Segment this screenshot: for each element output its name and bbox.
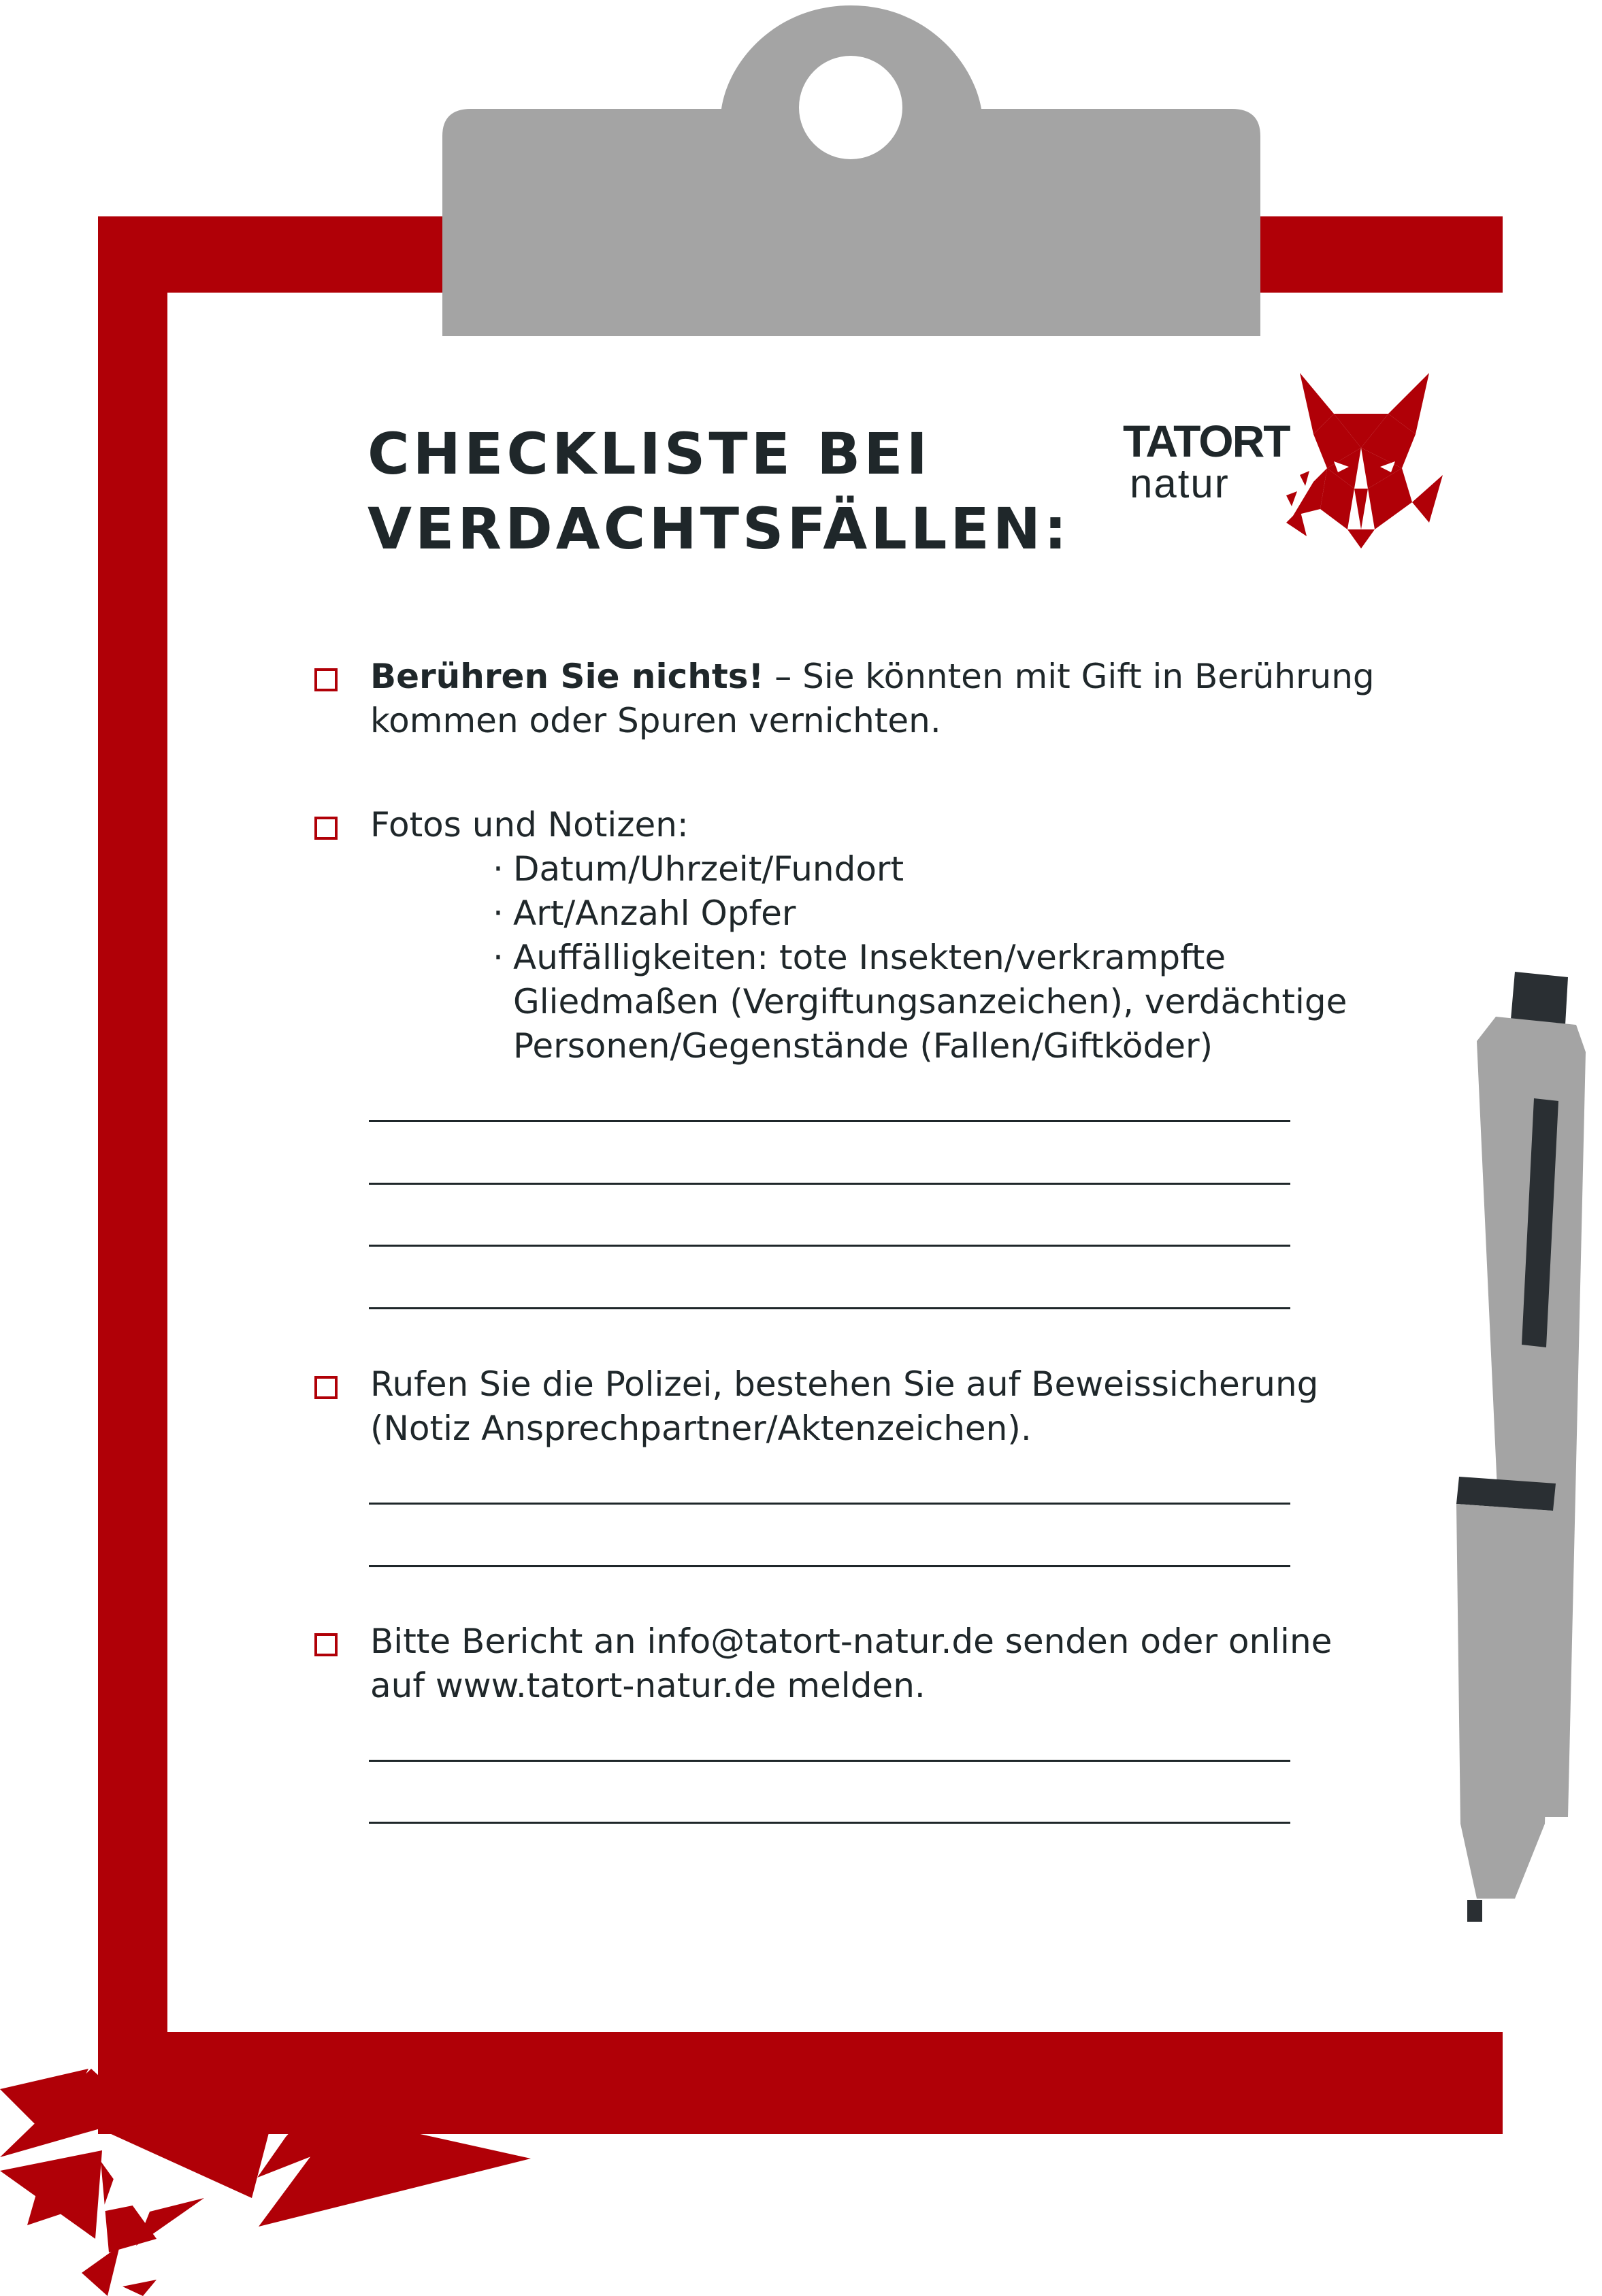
item-1-text	[370, 655, 1377, 743]
note-line[interactable]	[369, 1307, 1290, 1309]
note-line[interactable]	[369, 1183, 1290, 1185]
item-1-body: – Sie könnten mit Gift in Berührung kommen oder Spuren vernichten.	[370, 657, 1375, 740]
page-title	[367, 416, 1116, 566]
tatort-natur-logo	[1116, 373, 1443, 550]
checkbox-4[interactable]	[314, 1633, 338, 1656]
item-2-bullets	[493, 847, 1377, 1068]
bullet-text: Art/Anzahl Opfer	[513, 893, 796, 933]
item-4-text: Bitte Bericht an info@tatort-natur.de senden oder online auf www.tatort-natur.de melden.	[370, 1622, 1333, 1705]
item-1-bold: Berühren Sie nichts!	[370, 657, 764, 696]
bullet-dot: ·	[493, 893, 504, 933]
logo-text-natur: natur	[1130, 461, 1230, 506]
note-line[interactable]	[369, 1503, 1290, 1505]
item-2-heading: Fotos und Notizen:	[370, 805, 689, 844]
bullet-text: Auffälligkeiten: tote Insekten/verkrampfte Gliedmaßen (Vergiftungsanzeichen), verdächtige Personen/Gegenstände (Fallen/Giftköder)	[513, 938, 1347, 1066]
note-line[interactable]	[369, 1565, 1290, 1567]
title-line-1: CHECKLISTE BEI	[367, 421, 931, 487]
clip-hole	[799, 56, 902, 159]
bullet-dot: ·	[493, 849, 504, 889]
logo-text-tatort: TATORT	[1123, 416, 1290, 466]
item-2-text	[370, 803, 1377, 1068]
bullet-text: Datum/Uhrzeit/Fundort	[513, 849, 904, 889]
bullet-item	[493, 847, 1377, 891]
note-line[interactable]	[369, 1245, 1290, 1247]
clip	[442, 5, 1260, 336]
checkbox-1[interactable]	[314, 668, 338, 691]
checkbox-3[interactable]	[314, 1376, 338, 1399]
bullet-item	[493, 891, 1377, 936]
lynx-head-icon	[1286, 373, 1443, 550]
title-line-2: VERDACHTSFÄLLEN:	[367, 495, 1070, 562]
note-line[interactable]	[369, 1760, 1290, 1762]
checkbox-2[interactable]	[314, 817, 338, 840]
bullet-dot: ·	[493, 938, 504, 977]
note-line[interactable]	[369, 1822, 1290, 1824]
note-line[interactable]	[369, 1120, 1290, 1122]
bullet-item	[493, 936, 1357, 1068]
item-3-text: Rufen Sie die Polizei, bestehen Sie auf Beweissicherung (Notiz Ansprechpartner/Aktenzeichen).	[370, 1364, 1319, 1448]
